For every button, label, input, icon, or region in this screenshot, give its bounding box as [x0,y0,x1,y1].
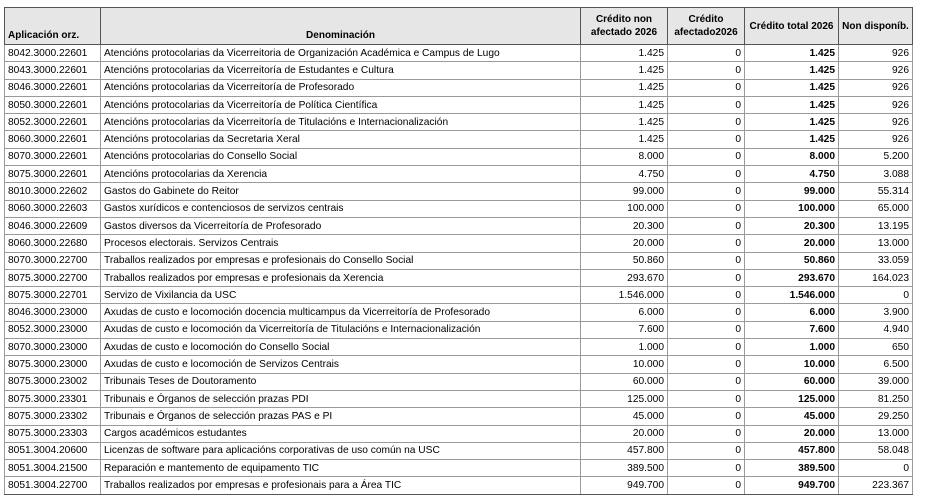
cell-aplicacion: 8051.3004.21500 [5,460,101,477]
cell-denominacion: Cargos académicos estudantes [101,425,581,442]
cell-aplicacion: 8075.3000.23000 [5,356,101,373]
header-credito-total: Crédito total 2026 [745,8,839,45]
cell-credito-total: 100.000 [745,200,839,217]
table-row [5,166,913,183]
cell-denominacion: Traballos realizados por empresas e profesionais da Xerencia [101,269,581,286]
table-row [5,356,913,373]
table-row [5,217,913,234]
cell-credito-afectado: 0 [668,45,745,62]
cell-non-dispon: 6.500 [839,356,913,373]
cell-credito-non-afectado: 20.300 [581,217,668,234]
cell-aplicacion: 8051.3004.22700 [5,477,101,494]
cell-non-dispon: 926 [839,62,913,79]
cell-non-dispon: 926 [839,45,913,62]
cell-credito-afectado: 0 [668,200,745,217]
cell-denominacion: Traballos realizados por empresas e profesionais do Consello Social [101,252,581,269]
cell-credito-afectado: 0 [668,425,745,442]
cell-credito-total: 1.425 [745,79,839,96]
cell-aplicacion: 8070.3000.23000 [5,339,101,356]
cell-credito-non-afectado: 1.425 [581,114,668,131]
cell-credito-non-afectado: 20.000 [581,425,668,442]
cell-credito-non-afectado: 8.000 [581,148,668,165]
cell-aplicacion: 8075.3000.23302 [5,408,101,425]
cell-denominacion: Atencións protocolarias da Vicerreitoría de Profesorado [101,79,581,96]
cell-aplicacion: 8042.3000.22601 [5,45,101,62]
cell-credito-non-afectado: 10.000 [581,356,668,373]
header-denominacion: Denominación [101,8,581,45]
cell-denominacion: Atencións protocolarias da Vicerreitoría de Titulacións e Internacionalización [101,114,581,131]
table-row [5,62,913,79]
cell-aplicacion: 8050.3000.22601 [5,96,101,113]
cell-credito-non-afectado: 1.000 [581,339,668,356]
cell-credito-non-afectado: 1.425 [581,62,668,79]
table-row [5,477,913,494]
cell-credito-non-afectado: 949.700 [581,477,668,494]
table-row [5,114,913,131]
cell-credito-non-afectado: 7.600 [581,321,668,338]
cell-credito-afectado: 0 [668,62,745,79]
cell-non-dispon: 65.000 [839,200,913,217]
table-row [5,200,913,217]
table-row [5,304,913,321]
cell-non-dispon: 3.088 [839,166,913,183]
cell-credito-afectado: 0 [668,217,745,234]
cell-credito-non-afectado: 457.800 [581,442,668,459]
cell-aplicacion: 8070.3000.22601 [5,148,101,165]
budget-table [4,7,913,495]
cell-credito-afectado: 0 [668,356,745,373]
cell-credito-afectado: 0 [668,373,745,390]
cell-aplicacion: 8046.3000.23000 [5,304,101,321]
cell-credito-afectado: 0 [668,477,745,494]
cell-credito-afectado: 0 [668,287,745,304]
cell-credito-total: 8.000 [745,148,839,165]
cell-aplicacion: 8010.3000.22602 [5,183,101,200]
cell-aplicacion: 8075.3000.22601 [5,166,101,183]
cell-credito-afectado: 0 [668,269,745,286]
cell-credito-non-afectado: 20.000 [581,235,668,252]
cell-credito-afectado: 0 [668,166,745,183]
cell-aplicacion: 8052.3000.23000 [5,321,101,338]
cell-credito-total: 4.750 [745,166,839,183]
cell-denominacion: Servizo de Vixilancia da USC [101,287,581,304]
table-row [5,45,913,62]
cell-non-dispon: 926 [839,114,913,131]
cell-aplicacion: 8060.3000.22601 [5,131,101,148]
cell-denominacion: Tribunais e Órganos de selección prazas PDI [101,390,581,407]
cell-non-dispon: 0 [839,460,913,477]
table-row [5,339,913,356]
cell-denominacion: Atencións protocolarias da Vicerreitoria de Organización Académica e Campus de Lugo [101,45,581,62]
cell-credito-afectado: 0 [668,390,745,407]
cell-credito-total: 1.425 [745,62,839,79]
cell-credito-total: 60.000 [745,373,839,390]
cell-credito-total: 7.600 [745,321,839,338]
cell-credito-non-afectado: 6.000 [581,304,668,321]
cell-credito-afectado: 0 [668,235,745,252]
cell-denominacion: Axudas de custo e locomoción de Servizos Centrais [101,356,581,373]
cell-credito-total: 1.425 [745,114,839,131]
header-row [5,8,913,45]
cell-denominacion: Gastos diversos da Vicerreitoría de Profesorado [101,217,581,234]
cell-aplicacion: 8075.3000.23002 [5,373,101,390]
cell-denominacion: Atencións protocolarias do Consello Social [101,148,581,165]
cell-non-dispon: 13.000 [839,425,913,442]
cell-denominacion: Atencións protocolarias da Vicerreitoría de Política Científica [101,96,581,113]
cell-credito-non-afectado: 125.000 [581,390,668,407]
cell-credito-total: 10.000 [745,356,839,373]
cell-credito-afectado: 0 [668,79,745,96]
cell-non-dispon: 55.314 [839,183,913,200]
table-row [5,425,913,442]
cell-credito-afectado: 0 [668,442,745,459]
cell-credito-afectado: 0 [668,304,745,321]
cell-aplicacion: 8060.3000.22603 [5,200,101,217]
cell-non-dispon: 29.250 [839,408,913,425]
header-non-dispon: Non disponíb. [839,8,913,45]
table-row [5,131,913,148]
cell-aplicacion: 8052.3000.22601 [5,114,101,131]
cell-credito-non-afectado: 100.000 [581,200,668,217]
table-row [5,287,913,304]
cell-credito-non-afectado: 1.425 [581,96,668,113]
table-row [5,460,913,477]
cell-credito-total: 949.700 [745,477,839,494]
cell-non-dispon: 926 [839,131,913,148]
cell-credito-non-afectado: 50.860 [581,252,668,269]
cell-denominacion: Axudas de custo e locomoción da Vicerreitoría de Titulacións e Internacionalización [101,321,581,338]
cell-non-dispon: 58.048 [839,442,913,459]
cell-credito-total: 99.000 [745,183,839,200]
cell-aplicacion: 8075.3000.23303 [5,425,101,442]
cell-non-dispon: 164.023 [839,269,913,286]
cell-aplicacion: 8075.3000.23301 [5,390,101,407]
cell-credito-non-afectado: 293.670 [581,269,668,286]
cell-denominacion: Gastos do Gabinete do Reitor [101,183,581,200]
table-row [5,183,913,200]
cell-denominacion: Atencións protocolarias da Secretaria Xeral [101,131,581,148]
table-row [5,269,913,286]
cell-non-dispon: 5.200 [839,148,913,165]
table-row [5,408,913,425]
cell-non-dispon: 650 [839,339,913,356]
cell-credito-afectado: 0 [668,183,745,200]
table-row [5,442,913,459]
cell-non-dispon: 926 [839,96,913,113]
header-aplicacion: Aplicación orz. [5,8,101,45]
cell-credito-total: 20.000 [745,425,839,442]
cell-credito-non-afectado: 1.546.000 [581,287,668,304]
cell-credito-non-afectado: 99.000 [581,183,668,200]
cell-aplicacion: 8043.3000.22601 [5,62,101,79]
cell-denominacion: Axudas de custo e locomoción docencia multicampus da Vicerreitoría de Profesorado [101,304,581,321]
cell-credito-afectado: 0 [668,96,745,113]
cell-aplicacion: 8046.3000.22601 [5,79,101,96]
table-row [5,235,913,252]
cell-denominacion: Atencións protocolarias da Xerencia [101,166,581,183]
cell-credito-afectado: 0 [668,321,745,338]
cell-credito-total: 6.000 [745,304,839,321]
cell-non-dispon: 13.195 [839,217,913,234]
cell-credito-total: 389.500 [745,460,839,477]
cell-aplicacion: 8060.3000.22680 [5,235,101,252]
cell-credito-total: 1.000 [745,339,839,356]
cell-credito-total: 1.425 [745,131,839,148]
cell-credito-afectado: 0 [668,460,745,477]
cell-credito-non-afectado: 4.750 [581,166,668,183]
cell-non-dispon: 4.940 [839,321,913,338]
table-row [5,79,913,96]
cell-credito-non-afectado: 1.425 [581,45,668,62]
cell-credito-afectado: 0 [668,339,745,356]
cell-credito-non-afectado: 1.425 [581,131,668,148]
cell-credito-total: 20.000 [745,235,839,252]
cell-denominacion: Procesos electorais. Servizos Centrais [101,235,581,252]
cell-credito-afectado: 0 [668,131,745,148]
cell-aplicacion: 8075.3000.22700 [5,269,101,286]
cell-denominacion: Traballos realizados por empresas e profesionais para a Área TIC [101,477,581,494]
cell-credito-total: 457.800 [745,442,839,459]
header-credito-afectado: Crédito afectado2026 [668,8,745,45]
cell-denominacion: Atencións protocolarias da Vicerreitoría de Estudantes e Cultura [101,62,581,79]
cell-credito-total: 293.670 [745,269,839,286]
cell-credito-non-afectado: 389.500 [581,460,668,477]
cell-aplicacion: 8051.3004.20600 [5,442,101,459]
cell-credito-non-afectado: 1.425 [581,79,668,96]
cell-credito-afectado: 0 [668,408,745,425]
cell-denominacion: Licenzas de software para aplicacións corporativas de uso común na USC [101,442,581,459]
cell-non-dispon: 926 [839,79,913,96]
cell-credito-non-afectado: 60.000 [581,373,668,390]
cell-non-dispon: 33.059 [839,252,913,269]
table-row [5,390,913,407]
cell-non-dispon: 3.900 [839,304,913,321]
cell-credito-total: 1.425 [745,96,839,113]
cell-denominacion: Gastos xurídicos e contenciosos de servizos centrais [101,200,581,217]
cell-non-dispon: 223.367 [839,477,913,494]
cell-credito-total: 20.300 [745,217,839,234]
cell-aplicacion: 8075.3000.22701 [5,287,101,304]
cell-denominacion: Tribunais Teses de Doutoramento [101,373,581,390]
cell-aplicacion: 8046.3000.22609 [5,217,101,234]
table-row [5,252,913,269]
table-row [5,373,913,390]
table-row [5,321,913,338]
cell-denominacion: Tribunais e Órganos de selección prazas PAS e PI [101,408,581,425]
table-row [5,148,913,165]
cell-credito-total: 45.000 [745,408,839,425]
cell-credito-total: 125.000 [745,390,839,407]
cell-non-dispon: 39.000 [839,373,913,390]
cell-non-dispon: 0 [839,287,913,304]
cell-non-dispon: 81.250 [839,390,913,407]
cell-credito-afectado: 0 [668,148,745,165]
cell-credito-non-afectado: 45.000 [581,408,668,425]
cell-denominacion: Reparación e mantemento de equipamento TIC [101,460,581,477]
cell-credito-afectado: 0 [668,114,745,131]
cell-credito-afectado: 0 [668,252,745,269]
table-row [5,96,913,113]
cell-credito-total: 1.425 [745,45,839,62]
header-credito-non-afectado: Crédito non afectado 2026 [581,8,668,45]
cell-aplicacion: 8070.3000.22700 [5,252,101,269]
cell-credito-total: 1.546.000 [745,287,839,304]
cell-credito-total: 50.860 [745,252,839,269]
cell-non-dispon: 13.000 [839,235,913,252]
cell-denominacion: Axudas de custo e locomoción do Consello Social [101,339,581,356]
